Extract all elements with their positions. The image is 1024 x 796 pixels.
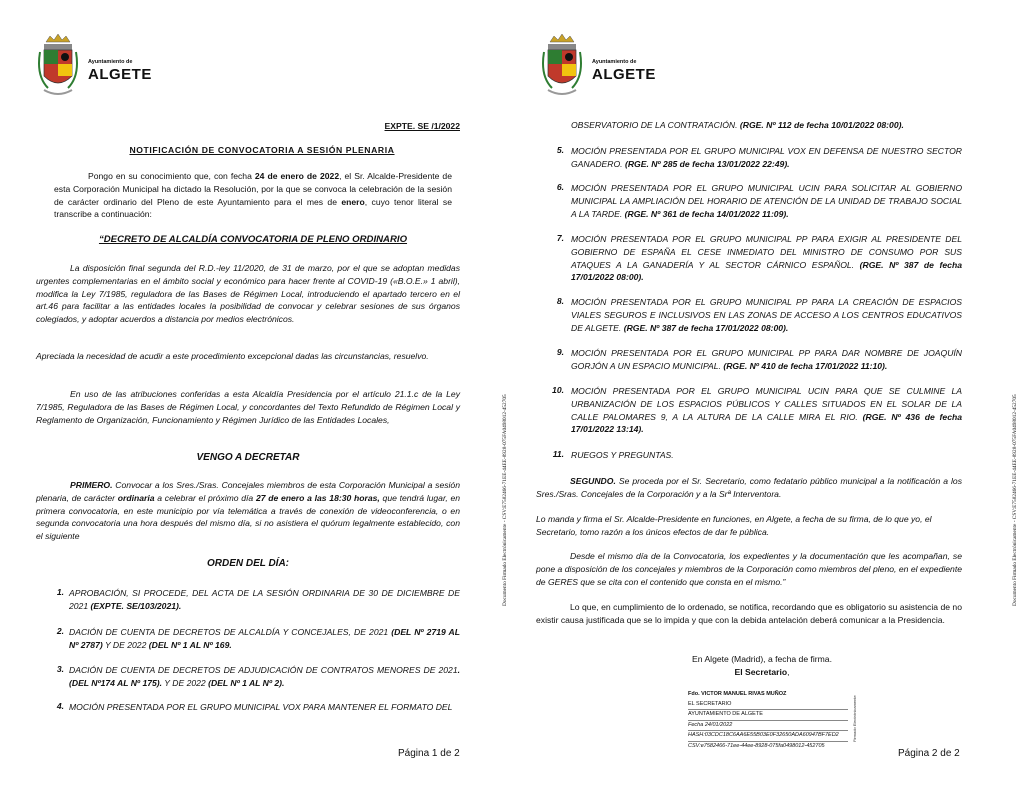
agenda-item: MOCIÓN PRESENTADA POR EL GRUPO MUNICIPAL UCIN PARA SOLICITAR AL GOBIERNO MUNICIPAL LA AMPLIACIÓN DEL HORARIO DE ATENCIÓN DE LA UNIDAD DE TRABAJO SOCIAL A LA TARDE. (RGE. Nº 361 de fecha 14/01/2022 11:09). bbox=[571, 183, 962, 219]
algete-logo bbox=[36, 32, 152, 100]
desde-paragraph: Desde el mismo día de la Convocatoria, los expedientes y la documentación que les acompañan, se pone a disposición de los concejales y miembros de la Corporación como miembros del pleno, en el expediente de GERES que se cita con el contenido que consta en el mismo.” bbox=[536, 551, 962, 587]
agenda-item: MOCIÓN PRESENTADA POR EL GRUPO MUNICIPAL VOX PARA MANTENER EL FORMATO DEL bbox=[69, 702, 453, 712]
primero-paragraph: PRIMERO. Convocar a los Sres./Sras. Concejales miembros de esta Corporación Municipal a sesión plenaria, de carácter ordinaria a celebrar el próximo día 27 de enero a las 18:30 horas, que tendrá lugar, en primera convocatoria, en este municipio por vía telemática a través de conexión de videoconferencia, o en segunda convocatoria una hora después del mismo día, si no asistiera el quórum legalmente establecido, con el siguiente bbox=[36, 480, 461, 542]
agenda-number: 1. bbox=[56, 587, 64, 597]
agenda-number: 2. bbox=[56, 626, 64, 636]
signature-side-label: Firmado Electrónicamente bbox=[852, 695, 857, 742]
agenda-number: 10. bbox=[552, 385, 564, 395]
logo-title: ALGETE bbox=[88, 66, 152, 83]
agenda-item: MOCIÓN PRESENTADA POR EL GRUPO MUNICIPAL VOX EN DEFENSA DE NUESTRO SECTOR GANADERO. (RGE. Nº 285 de fecha 13/01/2022 22:49). bbox=[571, 146, 962, 169]
signature-hash: HASH:03CDC18C6AA6E55B03E0F32650ADA60947BF7ED2 bbox=[688, 731, 848, 742]
signer-role: EL SECRETARIO bbox=[688, 700, 848, 711]
decree-title: “DECRETO DE ALCALDÍA CONVOCATORIA DE PLENO ORDINARIO bbox=[98, 234, 408, 245]
signer-organization: AYUNTAMIENTO DE ALGETE bbox=[688, 710, 848, 721]
secretary-label: El Secretario, bbox=[734, 667, 790, 677]
agenda-number: 7. bbox=[556, 233, 564, 243]
logo-subtitle: Ayuntamiento de bbox=[88, 59, 133, 65]
place-and-date: En Algete (Madrid), a fecha de firma. bbox=[692, 654, 832, 664]
agenda-number: 9. bbox=[556, 347, 564, 357]
orden-del-dia-heading: ORDEN DEL DÍA: bbox=[206, 558, 290, 569]
agenda-item: RUEGOS Y PREGUNTAS. bbox=[571, 450, 674, 460]
coat-of-arms-icon bbox=[36, 32, 80, 100]
lo-que-paragraph: Lo que, en cumplimiento de lo ordenado, se notifica, recordando que es obligatorio su asistencia de no existir causa justificada que se lo impida y que con la debida antelación deberá comunicar a la Presidencia. bbox=[536, 602, 962, 625]
notification-title: NOTIFICACIÓN DE CONVOCATORIA A SESIÓN PLENARIA bbox=[129, 145, 395, 155]
page-footer: Página 2 de 2 bbox=[898, 748, 960, 759]
agenda-number: 4. bbox=[56, 701, 64, 711]
logo-title: ALGETE bbox=[592, 66, 656, 83]
agenda-item: MOCIÓN PRESENTADA POR EL GRUPO MUNICIPAL PP PARA EXIGIR AL PRESIDENTE DEL GOBIERNO DE ESPAÑA EL CESE INMEDIATO DEL MINISTRO DE CONSUMO POR SUS ATAQUES A LA GANADERÍA Y AL SECTOR CÁRNICO ESPAÑOL. (RGE. Nº 387 de fecha 17/01/2022 08:00). bbox=[571, 234, 962, 283]
signature-csv: CSV:e7582466-71ee-44ee-8928-075fa0498012-452705 bbox=[688, 742, 825, 749]
expediente-number: EXPTE. SE /1/2022 bbox=[384, 121, 460, 131]
manda-paragraph: Lo manda y firma el Sr. Alcalde-Presidente en funciones, en Algete, a fecha de su firma, de lo que yo, el Secretario, tomo razón a los únicos efectos de dar fe pública. bbox=[536, 514, 932, 537]
page-footer: Página 1 de 2 bbox=[398, 748, 460, 759]
agenda-number: 11. bbox=[552, 449, 564, 459]
agenda-item-4-continued: OBSERVATORIO DE LA CONTRATACIÓN. (RGE. Nº 112 de fecha 10/01/2022 08:00). bbox=[571, 120, 904, 130]
agenda-number: 8. bbox=[556, 296, 564, 306]
electronic-signature-block bbox=[688, 690, 848, 751]
side-verification-note: Documento Firmado Electrónicamente - CSV:E7582466-71EE-44EE-8928-075FA0498012-452705 bbox=[502, 394, 508, 606]
vengo-a-decretar: VENGO A DECRETAR bbox=[196, 452, 300, 463]
algete-logo bbox=[540, 32, 656, 100]
agenda-item: DACIÓN DE CUENTA DE DECRETOS DE ALCALDÍA Y CONCEJALES, DE 2021 (DEL Nº 2719 AL Nº 2787) Y DE 2022 (DEL Nº 1 AL Nº 169. bbox=[69, 627, 461, 650]
agenda-number: 5. bbox=[556, 145, 564, 155]
agenda-item: MOCIÓN PRESENTADA POR EL GRUPO MUNICIPAL PP PARA DAR NOMBRE DE JOAQUÍN GORJÓN A UN ESPACIO MUNICIPAL. (RGE. Nº 410 de fecha 17/01/2022 11:10). bbox=[571, 348, 962, 371]
agenda-number: 6. bbox=[556, 182, 564, 192]
signer-name: Fdo. VICTOR MANUEL RIVAS MUÑOZ bbox=[688, 691, 787, 697]
agenda-item: DACIÓN DE CUENTA DE DECRETOS DE ADJUDICACIÓN DE CONTRATOS MENORES DE 2021. (DEL Nº174 AL Nº 175). Y DE 2022 (DEL Nº 1 AL Nº 2). bbox=[69, 665, 460, 688]
agenda-number: 3. bbox=[56, 664, 64, 674]
agenda-item: MOCIÓN PRESENTADA POR EL GRUPO MUNICIPAL PP PARA LA CREACIÓN DE ESPACIOS VIALES SEGUROS E INCLUSIVOS EN LAS ZONAS DE ACCESO A LOS CENTROS EDUCATIVOS DE ALGETE. (RGE. Nº 387 de fecha 17/01/2022 08:00). bbox=[571, 297, 962, 333]
logo-subtitle: Ayuntamiento de bbox=[592, 59, 637, 65]
coat-of-arms-icon bbox=[540, 32, 584, 100]
agenda-item: MOCIÓN PRESENTADA POR EL GRUPO MUNICIPAL UCIN PARA QUE SE CULMINE LA URBANIZACIÓN DE LOS ESPACIOS PÚBLICOS Y CALLES SITUADOS EN EL SOLAR DE LA CALLE PALOMARES 9, A LA ALTURA DE LA CALLE MIRA EL RIO. (RGE. Nº 436 de fecha 17/01/2022 13:14). bbox=[571, 386, 963, 435]
signature-date: Fecha 24/01/2022 bbox=[688, 721, 848, 732]
document-page-2 bbox=[512, 0, 1024, 796]
agenda-item: APROBACIÓN, SI PROCEDE, DEL ACTA DE LA SESIÓN ORDINARIA DE 30 DE DICIEMBRE DE 2021 (EXPTE. SE/103/2021). bbox=[69, 588, 460, 611]
decree-paragraph-1: La disposición final segunda del R.D.-ley 11/2020, de 31 de marzo, por el que se adoptan medidas urgentes complementarias en el ámbito social y económico para hacer frente al COVID-19 («B.O.E.» 1 abril), modifica la Ley 7/1985, reguladora de las Bases de Régimen Local, introduciendo el apartado tercero en el art.46 para facilitar a las entidades locales la posibilidad de convocar y celebrar sesiones de sus órganos colegiados, y adoptar acuerdos a distancia por medios electrónicos. bbox=[36, 263, 460, 325]
decree-paragraph-3: En uso de las atribuciones conferidas a esta Alcaldía Presidencia por el artículo 21.1.c de la Ley 7/1985, Reguladora de las Bases de Régimen Local, y concordantes del Texto Refundido de Régimen Local y Reglamento de Organización, Funcionamiento y Régimen Jurídico de las Entidades Locales, bbox=[36, 389, 460, 425]
intro-paragraph: Pongo en su conocimiento que, con fecha 24 de enero de 2022, el Sr. Alcalde-Presidente de esta Corporación Municipal ha dictado la Resolución, por la que se convoca la celebración de la sesión de carácter ordinario del Pleno de este Ayuntamiento para el mes de enero, cuyo tenor literal se transcribe a continuación: bbox=[54, 171, 452, 220]
decree-paragraph-2: Apreciada la necesidad de acudir a este procedimiento excepcional dadas las circunstancias, resuelvo. bbox=[36, 351, 429, 361]
side-verification-note: Documento Firmado Electrónicamente - CSV:E7582466-71EE-44EE-8928-075FA0498012-452705 bbox=[1012, 394, 1018, 606]
segundo-paragraph: SEGUNDO. Se proceda por el Sr. Secretario, como fedatario público municipal a la notificación a los Sres./Sras. Concejales de la Corporación y a la Srª Interventora. bbox=[536, 476, 962, 499]
